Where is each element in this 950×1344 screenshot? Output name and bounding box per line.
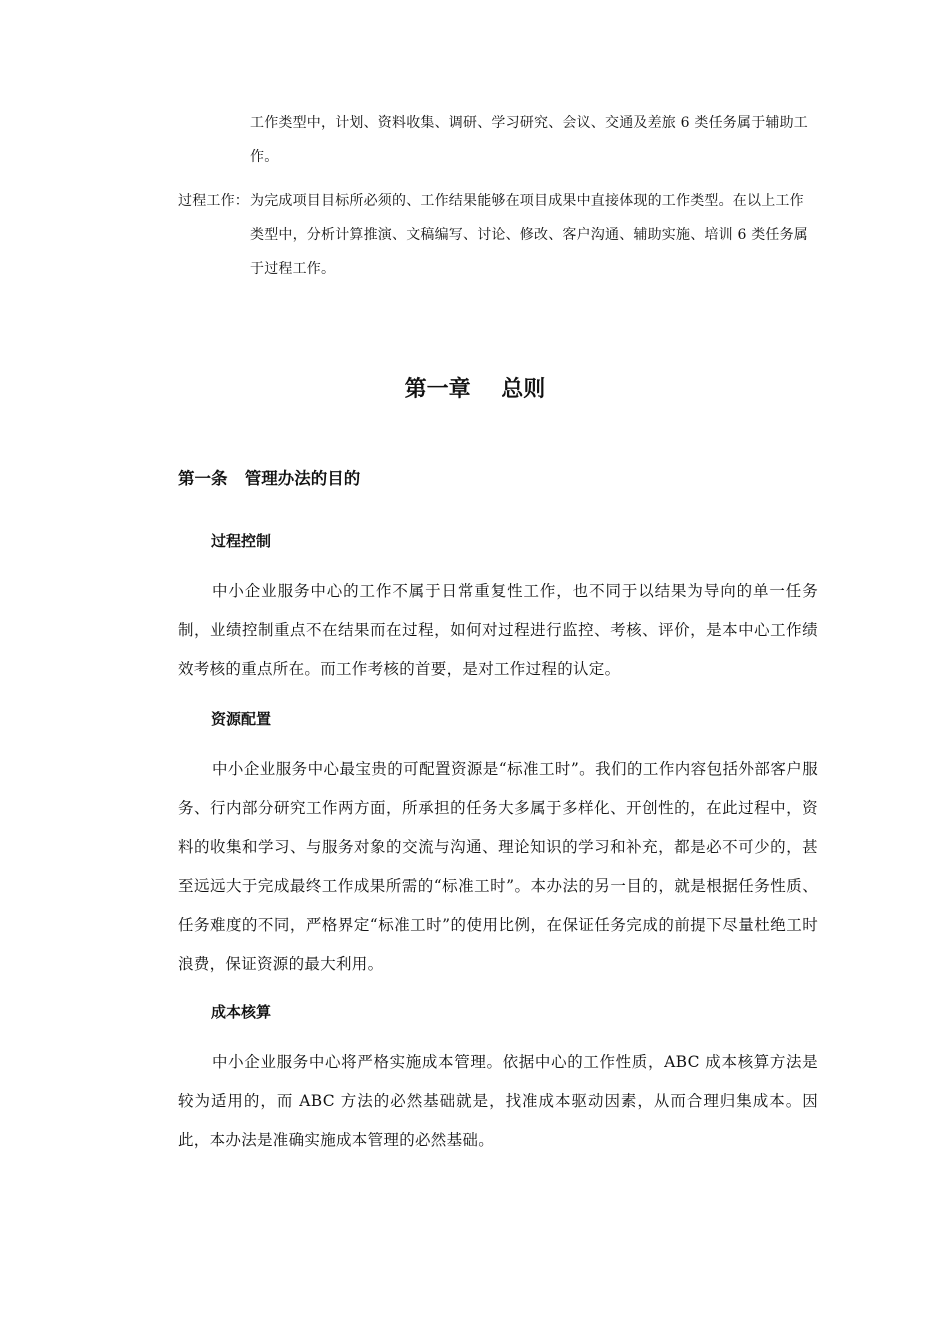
chapter-title: 第一章 总则 xyxy=(404,377,546,402)
section-heading-process-control: 过程控制 xyxy=(211,532,272,550)
section-paragraph-cost-accounting: 中小企业服务中心将严格实施成本管理。依据中心的工作性质，ABC 成本核算方法是较为适用的，而 ABC 方法的必然基础就是，找准成本驱动因素，从而合理归集成本。因此，本办法是准确实施成本管理的必然基础。 xyxy=(178,1053,818,1149)
section-heading-cost-accounting: 成本核算 xyxy=(211,1003,272,1021)
section-heading-resource-allocation: 资源配置 xyxy=(211,710,272,728)
article-title: 第一条 管理办法的目的 xyxy=(178,469,361,488)
auxiliary-work-definition-continuation: 工作类型中，计划、资料收集、调研、学习研究、会议、交通及差旅 6 类任务属于辅助工作。 xyxy=(250,115,809,165)
process-work-text: 为完成项目目标所必须的、工作结果能够在项目成果中直接体现的工作类型。在以上工作类型中，分析计算推演、文稿编写、讨论、修改、客户沟通、辅助实施、培训 6 类任务属于过程工作。 xyxy=(250,193,809,277)
process-work-term: 过程工作： xyxy=(178,193,249,209)
section-paragraph-resource-allocation: 中小企业服务中心最宝贵的可配置资源是“标准工时”。我们的工作内容包括外部客户服务、行内部分研究工作两方面，所承担的任务大多属于多样化、开创性的，在此过程中，资料的收集和学习、与服务对象的交流与沟通、理论知识的学习和补充，都是必不可少的，甚至远远大于完成最终工作成果所需的“标准工时”。本办法的另一目的，就是根据任务性质、任务难度的不同，严格界定“标准工时”的使用比例，在保证任务完成的前提下尽量杜绝工时浪费，保证资源的最大利用。 xyxy=(178,760,818,973)
section-paragraph-process-control: 中小企业服务中心的工作不属于日常重复性工作，也不同于以结果为导向的单一任务制，业绩控制重点不在结果而在过程，如何对过程进行监控、考核、评价，是本中心工作绩效考核的重点所在。而工作考核的首要，是对工作过程的认定。 xyxy=(178,582,818,678)
